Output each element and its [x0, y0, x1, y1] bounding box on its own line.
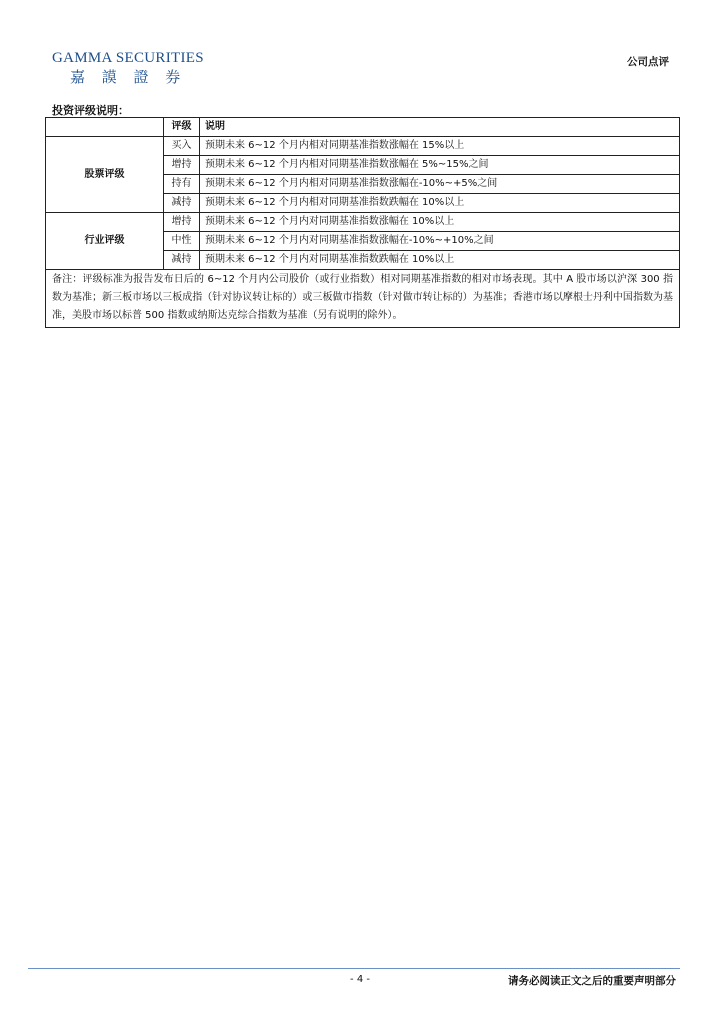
category-industry-rating: 行业评级 [46, 213, 164, 270]
rating-cell: 买入 [164, 137, 200, 156]
company-name-en: GAMMA SECURITIES [52, 50, 204, 66]
company-name-cn: 嘉 謨 證 券 [70, 68, 187, 86]
page-number: - 4 - [350, 974, 370, 985]
rating-cell: 减持 [164, 251, 200, 270]
table-note-row [46, 270, 680, 328]
rating-cell: 持有 [164, 175, 200, 194]
category-stock-rating: 股票评级 [46, 137, 164, 213]
description-cell: 预期未来 6~12 个月内相对同期基准指数跌幅在 10%以上 [200, 194, 680, 213]
disclaimer-notice: 请务必阅读正文之后的重要声明部分 [508, 975, 676, 987]
description-cell: 预期未来 6~12 个月内对同期基准指数涨幅在-10%~+10%之间 [200, 232, 680, 251]
rating-note: 备注：评级标准为报告发布日后的 6~12 个月内公司股价（或行业指数）相对同期基准指数的相对市场表现。其中 A 股市场以沪深 300 指数为基准；新三板市场以三板成指（针对协议转让标的）或三板做市指数（针对做市转让标的）为基准；香港市场以摩根士丹利中国指数为基准，美股市场以标普 500 指数或纳斯达克综合指数为基准（另有说明的除外）。 [46, 270, 680, 328]
table-row [46, 137, 680, 156]
company-logo [52, 50, 204, 87]
section-title: 投资评级说明： [52, 104, 129, 117]
table-header-row [46, 118, 680, 137]
table-row [46, 213, 680, 232]
header-cell-empty [46, 118, 164, 137]
description-cell: 预期未来 6~12 个月内相对同期基准指数涨幅在-10%~+5%之间 [200, 175, 680, 194]
rating-cell: 增持 [164, 213, 200, 232]
rating-table [45, 117, 680, 328]
report-type-label: 公司点评 [627, 56, 669, 68]
description-cell: 预期未来 6~12 个月内相对同期基准指数涨幅在 5%~15%之间 [200, 156, 680, 175]
rating-cell: 增持 [164, 156, 200, 175]
header-cell-description: 说明 [200, 118, 680, 137]
rating-cell: 减持 [164, 194, 200, 213]
description-cell: 预期未来 6~12 个月内对同期基准指数跌幅在 10%以上 [200, 251, 680, 270]
rating-cell: 中性 [164, 232, 200, 251]
description-cell: 预期未来 6~12 个月内对同期基准指数涨幅在 10%以上 [200, 213, 680, 232]
footer-divider [28, 968, 680, 969]
description-cell: 预期未来 6~12 个月内相对同期基准指数涨幅在 15%以上 [200, 137, 680, 156]
header-cell-rating: 评级 [164, 118, 200, 137]
